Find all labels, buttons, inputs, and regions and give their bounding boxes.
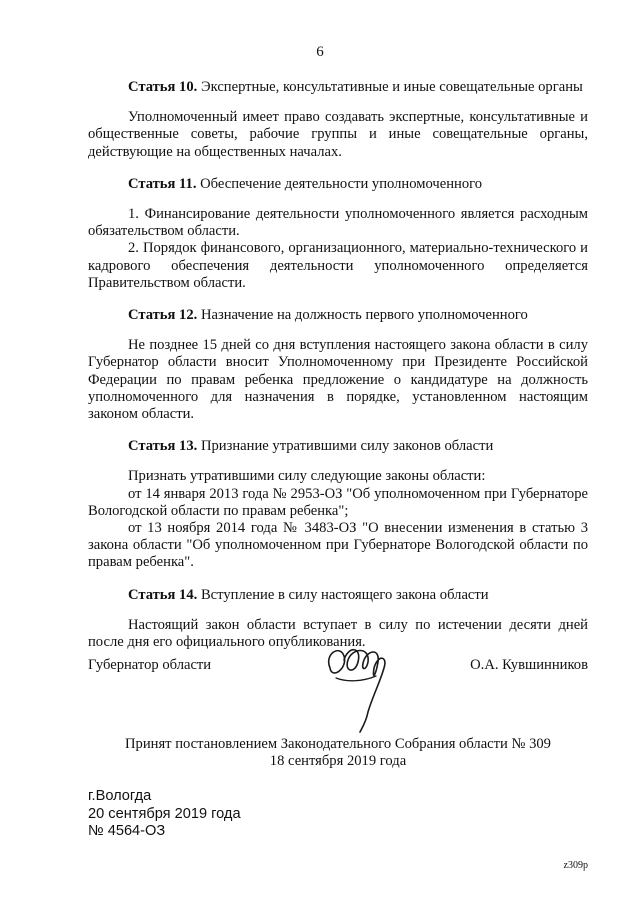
signatory-position: Губернатор области [88,657,212,673]
article-13-label: Статья 13. [128,438,198,455]
article-13-item-2: от 13 ноября 2014 года № 3483-ОЗ "О внесении изменения в статью 3 закона области "Об уполномоченном при Губернаторе Вологодской области по правам ребенка". [88,520,588,571]
article-11-heading [88,176,588,193]
adoption-line-2: 18 сентября 2019 года [269,753,407,769]
footer-city: г.Вологда [88,788,152,804]
article-14-title: Вступление в силу настоящего закона области [200,586,489,603]
article-13-heading [88,438,588,455]
article-13-title: Признание утратившими силу законов области [200,438,494,455]
document-footer [88,788,241,841]
article-11-label: Статья 11. [128,175,197,192]
article-13-intro: Признать утратившими силу следующие законы области: [128,468,486,485]
footer-date: 20 сентября 2019 года [88,805,241,822]
article-10-heading [88,79,588,96]
article-13-item-1: от 14 января 2013 года № 2953-ОЗ "Об уполномоченном при Губернаторе Вологодской области по правам ребенка"; [88,485,588,519]
page-number: 6 [316,44,324,60]
article-10-label: Статья 10. [128,79,198,95]
article-10-title: Экспертные, консультативные и иные совещательные органы [200,79,583,95]
handwritten-signature [322,638,392,734]
document-code: z309p [563,860,588,871]
article-10-text: Уполномоченный имеет право создавать экспертные, консультативные и общественные советы, рабочие группы и иные совещательные органы, действующие на общественных началах. [88,109,588,160]
article-14-label: Статья 14. [128,586,198,603]
footer-number: № 4564-ОЗ [88,823,166,839]
signatory-name: О.А. Кувшинников [470,657,588,673]
adoption-line-1: Принят постановлением Законодательного Собрания области № 309 [125,736,551,752]
article-12-title: Назначение на должность первого уполномоченного [200,307,528,324]
article-11-paragraph-1: 1. Финансирование деятельности уполномоченного является расходным обязательством области. [88,206,588,240]
article-12-label: Статья 12. [128,307,198,324]
article-14-text: Настоящий закон области вступает в силу по истечении десяти дней после дня его официального опубликования. [88,616,588,651]
article-11-paragraph-2: 2. Порядок финансового, организационного, материально-технического и кадрового обеспечения деятельности уполномоченного определяется Правительством области. [88,240,588,291]
article-14-heading [88,587,588,604]
article-12-heading [88,307,588,324]
document-body [88,79,588,651]
article-12-text: Не позднее 15 дней со дня вступления настоящего закона области в силу Губернатор области вносит Уполномоченному при Президенте Российской Федерации по правам ребенка предложение о кандидатуре на должность уполномоченного для назначения в порядке, установленном настоящим законом области. [88,337,588,423]
article-11-title: Обеспечение деятельности уполномоченного [200,175,483,192]
adoption-note [88,736,588,770]
